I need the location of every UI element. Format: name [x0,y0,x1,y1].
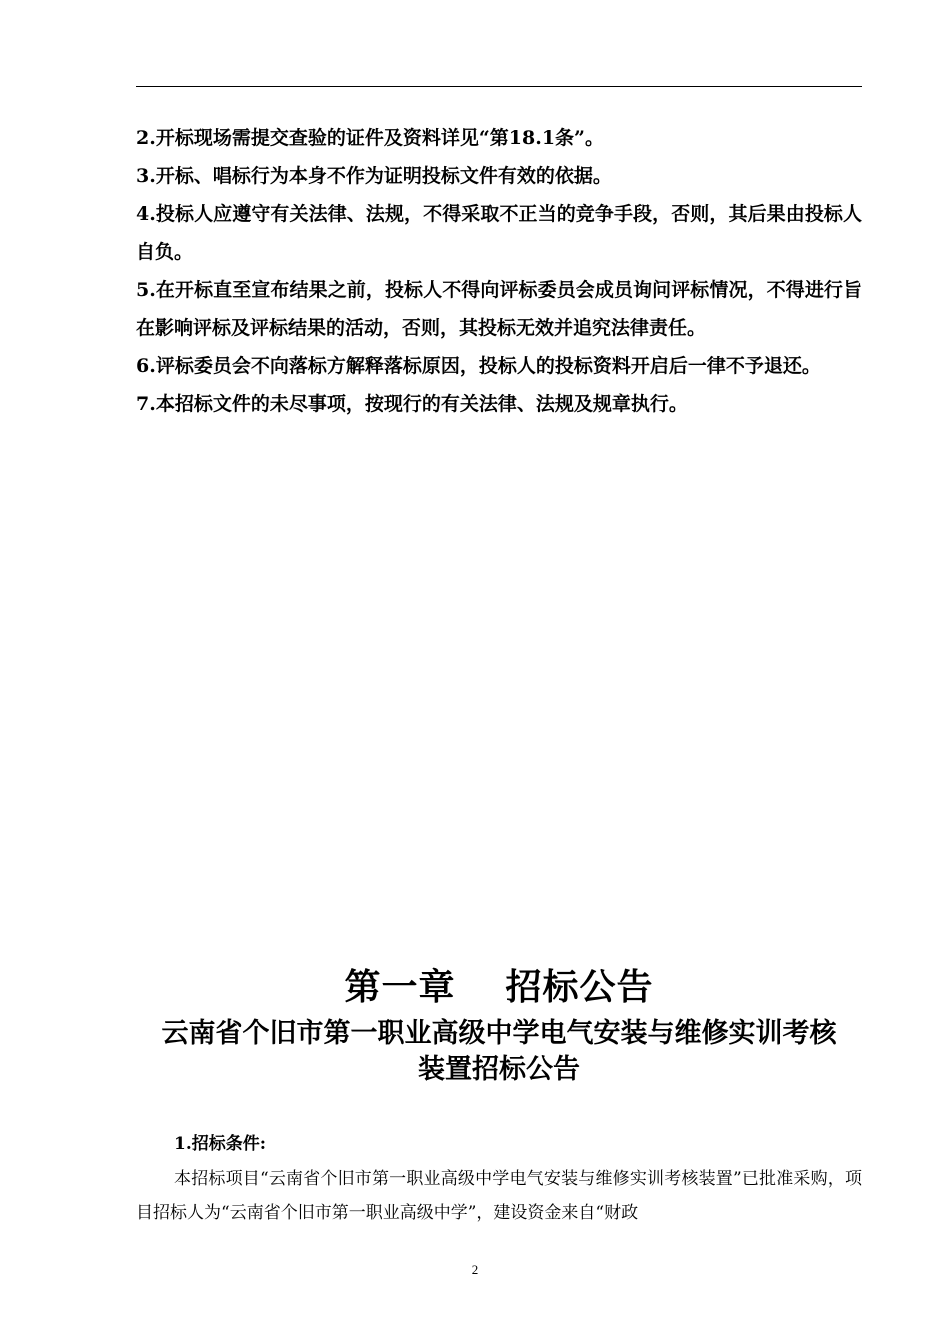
rule-item: 5.在开标直至宣布结果之前，投标人不得向评标委员会成员询问评标情况，不得进行旨在影响评标及评标结果的活动，否则，其投标无效并追究法律责任。 [136,279,862,339]
rule-item: 3.开标、唱标行为本身不作为证明投标文件有效的依据。 [136,165,612,187]
rule-item: 4.投标人应遵守有关法律、法规，不得采取不正当的竞争手段，否则，其后果由投标人自负。 [136,203,862,263]
header-rule [136,86,862,87]
announcement-title [136,1016,862,1088]
section-body: 本招标项目“云南省个旧市第一职业高级中学电气安装与维修实训考核装置”已批准采购，项目招标人为“云南省个旧市第一职业高级中学”，建设资金来自“财政 [136,1169,862,1223]
chapter-title [136,962,862,1012]
announcement-title-line: 云南省个旧市第一职业高级中学电气安装与维修实训考核 [161,1018,837,1049]
rule-item: 2.开标现场需提交查验的证件及资料详见“第18.1条”。 [136,127,604,149]
rule-item: 7.本招标文件的未尽事项，按现行的有关法律、法规及规章执行。 [136,393,688,415]
rule-item: 6.评标委员会不向落标方解释落标原因，投标人的投标资料开启后一律不予退还。 [136,355,821,377]
rules-list [136,119,862,423]
announcement-title-line: 装置招标公告 [418,1054,580,1085]
section-heading: 1.招标条件: [174,1134,267,1154]
chapter-number: 第一章 [344,966,456,1008]
page-number: 2 [471,1262,479,1277]
chapter-name: 招标公告 [505,966,654,1008]
